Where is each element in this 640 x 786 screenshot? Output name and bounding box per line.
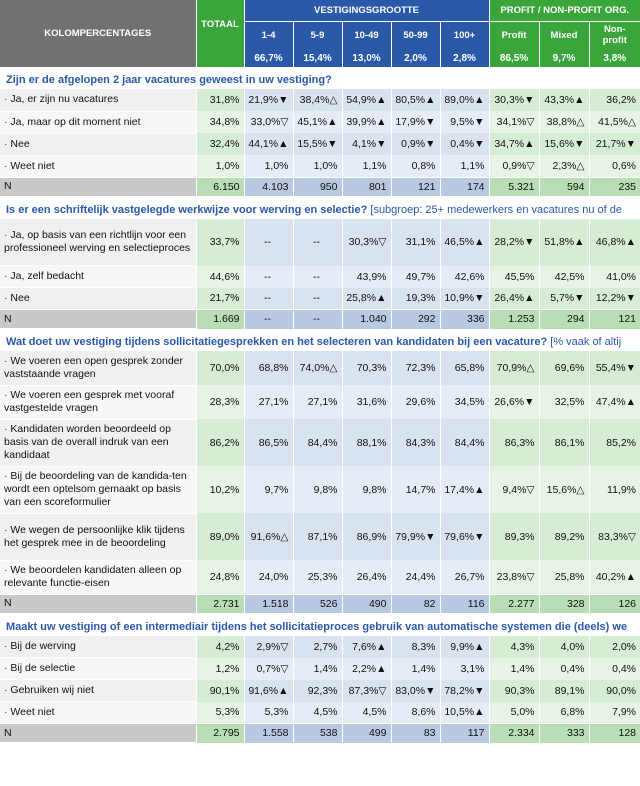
row-label <box>0 385 196 419</box>
bullet-marker: · <box>4 639 11 652</box>
row-label-text: Weet niet <box>10 706 55 718</box>
row-label-text: Bij de beoordeling van de kandida-ten wordt een optelsom gemaakt op basis van een scoreformulier <box>4 470 187 508</box>
value-cell: 6,8% <box>539 702 589 724</box>
value-cell: 24,0% <box>244 560 293 594</box>
row-label <box>0 702 196 724</box>
row-label <box>0 658 196 680</box>
row-label-text: Ja, op basis van een richtlijn voor een professioneel werving en selectieproces <box>4 228 191 254</box>
bullet-marker: · <box>4 137 11 150</box>
row-label <box>0 155 196 177</box>
value-cell: 27,1% <box>293 385 342 419</box>
table-row <box>0 111 640 133</box>
column-percentages-header: KOLOMPERCENTAGES <box>0 0 196 67</box>
sample-size-cell: 328 <box>539 594 589 613</box>
value-cell: 46,5%▲ <box>440 219 489 266</box>
sample-size-cell: 1.040 <box>342 310 391 329</box>
row-label <box>0 466 196 513</box>
question-text: Is er een schriftelijk vastgelegde werkwijze voor werving en selectie? <box>6 203 368 216</box>
value-cell: 30,3%▼ <box>489 89 539 111</box>
sample-size-cell: 594 <box>539 177 589 196</box>
value-cell: 89,0% <box>196 513 244 560</box>
value-cell: 70,9%△ <box>489 351 539 385</box>
subcolumn-share: 66,7% <box>244 49 293 67</box>
sample-size-cell: 121 <box>391 177 440 196</box>
establishment-size-header: VESTIGINGSGROOTTE <box>244 0 489 21</box>
value-cell: 86,2% <box>196 419 244 466</box>
bullet-marker: · <box>4 470 11 482</box>
row-label-text: Gebruiken wij niet <box>10 684 94 696</box>
value-cell: 9,8% <box>293 466 342 513</box>
value-cell: 0,8% <box>391 155 440 177</box>
value-cell: 0,4% <box>539 658 589 680</box>
sample-size-cell: 128 <box>589 724 640 743</box>
value-cell: 42,6% <box>440 266 489 288</box>
table-row <box>0 351 640 385</box>
sample-size-cell: 499 <box>342 724 391 743</box>
subcolumn-header: 1-4 <box>244 21 293 49</box>
value-cell: 24,8% <box>196 560 244 594</box>
value-cell: 70,3% <box>342 351 391 385</box>
row-label <box>0 513 196 560</box>
value-cell: 44,1%▲ <box>244 133 293 155</box>
value-cell: 2,3%△ <box>539 155 589 177</box>
row-label <box>0 288 196 310</box>
n-label: N <box>0 310 196 329</box>
sample-size-row <box>0 177 640 196</box>
value-cell: 4,2% <box>196 636 244 658</box>
value-cell: 9,5%▼ <box>440 111 489 133</box>
value-cell: 42,5% <box>539 266 589 288</box>
value-cell: 17,9%▼ <box>391 111 440 133</box>
value-cell: 86,9% <box>342 513 391 560</box>
value-cell: 8,6% <box>391 702 440 724</box>
value-cell: 4,3% <box>489 636 539 658</box>
value-cell: 1,4% <box>293 658 342 680</box>
value-cell: 54,9%▲ <box>342 89 391 111</box>
bullet-marker: · <box>4 523 11 536</box>
table-row <box>0 419 640 466</box>
row-label <box>0 111 196 133</box>
subcolumn-share: 15,4% <box>293 49 342 67</box>
row-label-text: Bij de werving <box>10 639 76 652</box>
value-cell: 69,6% <box>539 351 589 385</box>
value-cell: 91,6%▲ <box>244 680 293 702</box>
value-cell: 84,3% <box>391 419 440 466</box>
sample-size-row <box>0 310 640 329</box>
value-cell: 83,0%▼ <box>391 680 440 702</box>
value-cell: 85,2% <box>589 419 640 466</box>
sample-size-cell: 126 <box>589 594 640 613</box>
value-cell: 0,9%▼ <box>391 133 440 155</box>
table-row <box>0 89 640 111</box>
n-label: N <box>0 594 196 613</box>
sample-size-cell: 294 <box>539 310 589 329</box>
value-cell: 14,7% <box>391 466 440 513</box>
bullet-marker: · <box>4 662 11 674</box>
row-label-text: Ja, maar op dit moment niet <box>10 115 141 128</box>
value-cell: 1,1% <box>440 155 489 177</box>
sample-size-cell: 2.334 <box>489 724 539 743</box>
value-cell: 31,6% <box>342 385 391 419</box>
sample-size-cell: 174 <box>440 177 489 196</box>
question-heading <box>0 613 640 636</box>
n-label: N <box>0 724 196 743</box>
value-cell: -- <box>293 266 342 288</box>
question-text: Maakt uw vestiging of een intermediair tijdens het sollicitatieproces gebruik van automatische systemen die (deels) we <box>6 620 628 633</box>
value-cell: 21,9%▼ <box>244 89 293 111</box>
value-cell: 10,9%▼ <box>440 288 489 310</box>
value-cell: 15,5%▼ <box>293 133 342 155</box>
row-label-text: Nee <box>10 137 30 150</box>
subcolumn-header: 5-9 <box>293 21 342 49</box>
row-label-text: Ja, er zijn nu vacatures <box>10 93 119 106</box>
value-cell: 23,8%▽ <box>489 560 539 594</box>
value-cell: 12,2%▼ <box>589 288 640 310</box>
value-cell: 9,7% <box>244 466 293 513</box>
value-cell: 11,9% <box>589 466 640 513</box>
value-cell: 86,3% <box>489 419 539 466</box>
value-cell: 0,9%▽ <box>489 155 539 177</box>
value-cell: 32,5% <box>539 385 589 419</box>
subcolumn-share: 9,7% <box>539 49 589 67</box>
table-row <box>0 266 640 288</box>
question-text: Zijn er de afgelopen 2 jaar vacatures geweest in uw vestiging? <box>6 74 332 86</box>
value-cell: 90,3% <box>489 680 539 702</box>
value-cell: 46,8%▲ <box>589 219 640 266</box>
question-heading <box>0 329 640 352</box>
value-cell: 0,6% <box>589 155 640 177</box>
row-label <box>0 219 196 266</box>
table-row <box>0 155 640 177</box>
value-cell: 78,2%▼ <box>440 680 489 702</box>
value-cell: 87,3%▽ <box>342 680 391 702</box>
value-cell: 45,1%▲ <box>293 111 342 133</box>
value-cell: 15,6%▼ <box>539 133 589 155</box>
bullet-marker: · <box>4 354 11 367</box>
subcolumn-share: 3,8% <box>589 49 640 67</box>
value-cell: 84,4% <box>293 419 342 466</box>
value-cell: 30,3%▽ <box>342 219 391 266</box>
sample-size-cell: 1.518 <box>244 594 293 613</box>
sample-size-cell: 336 <box>440 310 489 329</box>
value-cell: 9,4%▽ <box>489 466 539 513</box>
value-cell: 10,5%▲ <box>440 702 489 724</box>
subcolumn-header: 50-99 <box>391 21 440 49</box>
value-cell: 91,6%△ <box>244 513 293 560</box>
value-cell: 31,1% <box>391 219 440 266</box>
value-cell: 86,5% <box>244 419 293 466</box>
value-cell: 26,4%▲ <box>489 288 539 310</box>
value-cell: 0,7%▽ <box>244 658 293 680</box>
value-cell: 44,6% <box>196 266 244 288</box>
table-row <box>0 219 640 266</box>
value-cell: 5,7%▼ <box>539 288 589 310</box>
bullet-marker: · <box>4 228 11 241</box>
value-cell: 4,5% <box>293 702 342 724</box>
value-cell: 9,8% <box>342 466 391 513</box>
value-cell: 89,2% <box>539 513 589 560</box>
question-heading <box>0 196 640 219</box>
value-cell: 79,9%▼ <box>391 513 440 560</box>
sample-size-cell: 2.731 <box>196 594 244 613</box>
subcolumn-header: 10-49 <box>342 21 391 49</box>
row-label-text: Nee <box>10 292 30 304</box>
sample-size-cell: 121 <box>589 310 640 329</box>
row-label <box>0 419 196 466</box>
value-cell: 1,0% <box>244 155 293 177</box>
sample-size-cell: 4.103 <box>244 177 293 196</box>
sample-size-cell: 116 <box>440 594 489 613</box>
value-cell: 45,5% <box>489 266 539 288</box>
value-cell: 28,2%▼ <box>489 219 539 266</box>
value-cell: 0,4% <box>589 658 640 680</box>
value-cell: 43,9% <box>342 266 391 288</box>
bullet-marker: · <box>4 564 11 576</box>
value-cell: 1,4% <box>489 658 539 680</box>
value-cell: 24,4% <box>391 560 440 594</box>
sample-size-cell: 1.669 <box>196 310 244 329</box>
subcolumn-share: 2,8% <box>440 49 489 67</box>
value-cell: 4,1%▼ <box>342 133 391 155</box>
value-cell: 1,0% <box>196 155 244 177</box>
value-cell: 72,3% <box>391 351 440 385</box>
value-cell: 17,4%▲ <box>440 466 489 513</box>
value-cell: 25,8% <box>539 560 589 594</box>
sample-size-cell: 117 <box>440 724 489 743</box>
sample-size-cell: 801 <box>342 177 391 196</box>
value-cell: 89,3% <box>489 513 539 560</box>
row-label <box>0 89 196 111</box>
value-cell: 1,0% <box>293 155 342 177</box>
value-cell: 28,3% <box>196 385 244 419</box>
subcolumn-header: 100+ <box>440 21 489 49</box>
bullet-marker: · <box>4 423 11 435</box>
value-cell: -- <box>244 219 293 266</box>
sample-size-cell: 333 <box>539 724 589 743</box>
value-cell: 33,0%▽ <box>244 111 293 133</box>
row-label-text: Weet niet <box>10 159 55 172</box>
value-cell: 90,1% <box>196 680 244 702</box>
table-row <box>0 288 640 310</box>
value-cell: 26,6%▼ <box>489 385 539 419</box>
row-label-text: Bij de selectie <box>10 662 76 674</box>
question-text: Wat doet uw vestiging tijdens sollicitatiegesprekken en het selecteren van kandidaten bij een vacature? <box>6 336 548 348</box>
table-row <box>0 658 640 680</box>
sample-size-cell: 82 <box>391 594 440 613</box>
value-cell: 3,1% <box>440 658 489 680</box>
table-row <box>0 466 640 513</box>
value-cell: 27,1% <box>244 385 293 419</box>
n-label: N <box>0 177 196 196</box>
subcolumn-share: 2,0% <box>391 49 440 67</box>
subcolumn-header: Mixed <box>539 21 589 49</box>
subcolumn-header: Non-profit <box>589 21 640 49</box>
sample-size-cell: 2.277 <box>489 594 539 613</box>
row-label <box>0 133 196 155</box>
value-cell: 31,8% <box>196 89 244 111</box>
sample-size-cell: -- <box>293 310 342 329</box>
value-cell: 7,9% <box>589 702 640 724</box>
value-cell: 19,3% <box>391 288 440 310</box>
sample-size-cell: 5.321 <box>489 177 539 196</box>
value-cell: 87,1% <box>293 513 342 560</box>
profit-nonprofit-header: PROFIT / NON-PROFIT ORG. <box>489 0 640 21</box>
value-cell: 1,1% <box>342 155 391 177</box>
row-label-text: We beoordelen kandidaten alleen op relevante functie-eisen <box>4 564 182 589</box>
row-label <box>0 266 196 288</box>
bullet-marker: · <box>4 159 11 172</box>
value-cell: 80,5%▲ <box>391 89 440 111</box>
value-cell: 34,8% <box>196 111 244 133</box>
total-share <box>196 49 244 67</box>
value-cell: 39,9%▲ <box>342 111 391 133</box>
value-cell: 34,5% <box>440 385 489 419</box>
row-label-text: We voeren een gesprek met vooraf vastgestelde vragen <box>4 389 175 414</box>
value-cell: 0,4%▼ <box>440 133 489 155</box>
value-cell: 1,2% <box>196 658 244 680</box>
value-cell: 70,0% <box>196 351 244 385</box>
subcolumn-share: 86,5% <box>489 49 539 67</box>
value-cell: 25,8%▲ <box>342 288 391 310</box>
row-label-text: We voeren een open gesprek zonder vaststaande vragen <box>4 354 184 380</box>
value-cell: 92,3% <box>293 680 342 702</box>
value-cell: 79,6%▼ <box>440 513 489 560</box>
value-cell: 25,3% <box>293 560 342 594</box>
value-cell: 55,4%▼ <box>589 351 640 385</box>
value-cell: 5,0% <box>489 702 539 724</box>
value-cell: 26,7% <box>440 560 489 594</box>
row-label <box>0 680 196 702</box>
sample-size-cell: 6.150 <box>196 177 244 196</box>
sample-size-cell: 235 <box>589 177 640 196</box>
value-cell: 43,3%▲ <box>539 89 589 111</box>
total-header: TOTAAL <box>196 0 244 49</box>
row-label <box>0 636 196 658</box>
sample-size-cell: 490 <box>342 594 391 613</box>
value-cell: 74,0%△ <box>293 351 342 385</box>
row-label <box>0 351 196 385</box>
bullet-marker: · <box>4 292 11 304</box>
value-cell: -- <box>244 266 293 288</box>
question-subgroup-note: [% vaak of altij <box>547 336 622 348</box>
value-cell: 47,4%▲ <box>589 385 640 419</box>
value-cell: 32,4% <box>196 133 244 155</box>
sample-size-cell: 83 <box>391 724 440 743</box>
value-cell: 5,3% <box>244 702 293 724</box>
sample-size-cell: 526 <box>293 594 342 613</box>
value-cell: -- <box>293 219 342 266</box>
sample-size-row <box>0 724 640 743</box>
value-cell: 7,6%▲ <box>342 636 391 658</box>
value-cell: 1,4% <box>391 658 440 680</box>
sample-size-cell: 950 <box>293 177 342 196</box>
question-subgroup-note: [subgroep: 25+ medewerkers en vacatures nu of de <box>367 203 623 216</box>
row-label-text: We wegen de persoonlijke klik tijdens het gesprek mee in de beoordeling <box>4 523 185 549</box>
value-cell: 88,1% <box>342 419 391 466</box>
sample-size-cell: 2.795 <box>196 724 244 743</box>
value-cell: 33,7% <box>196 219 244 266</box>
subcolumn-header: Profit <box>489 21 539 49</box>
value-cell: 5,3% <box>196 702 244 724</box>
value-cell: 4,0% <box>539 636 589 658</box>
bullet-marker: · <box>4 270 11 282</box>
value-cell: 26,4% <box>342 560 391 594</box>
value-cell: 21,7% <box>196 288 244 310</box>
table-row <box>0 702 640 724</box>
value-cell: 38,4%△ <box>293 89 342 111</box>
value-cell: 2,9%▽ <box>244 636 293 658</box>
value-cell: 38,8%△ <box>539 111 589 133</box>
value-cell: 65,8% <box>440 351 489 385</box>
value-cell: 68,8% <box>244 351 293 385</box>
sample-size-cell: 292 <box>391 310 440 329</box>
table-row <box>0 385 640 419</box>
value-cell: 41,0% <box>589 266 640 288</box>
value-cell: 40,2%▲ <box>589 560 640 594</box>
value-cell: 8,3% <box>391 636 440 658</box>
value-cell: 36,2% <box>589 89 640 111</box>
table-row <box>0 636 640 658</box>
value-cell: 2,7% <box>293 636 342 658</box>
value-cell: 29,6% <box>391 385 440 419</box>
bullet-marker: · <box>4 115 11 128</box>
value-cell: 51,8%▲ <box>539 219 589 266</box>
value-cell: 15,6%△ <box>539 466 589 513</box>
value-cell: 41,5%△ <box>589 111 640 133</box>
bullet-marker: · <box>4 684 11 696</box>
value-cell: 89,0%▲ <box>440 89 489 111</box>
value-cell: 21,7%▼ <box>589 133 640 155</box>
subcolumn-share: 13,0% <box>342 49 391 67</box>
value-cell: 2,2%▲ <box>342 658 391 680</box>
table-row <box>0 680 640 702</box>
row-label-text: Ja, zelf bedacht <box>10 270 84 282</box>
value-cell: 84,4% <box>440 419 489 466</box>
value-cell: 2,0% <box>589 636 640 658</box>
value-cell: 34,1%▽ <box>489 111 539 133</box>
value-cell: 10,2% <box>196 466 244 513</box>
bullet-marker: · <box>4 389 11 401</box>
sample-size-cell: -- <box>244 310 293 329</box>
value-cell: 4,5% <box>342 702 391 724</box>
value-cell: 83,3%▽ <box>589 513 640 560</box>
sample-size-row <box>0 594 640 613</box>
row-label <box>0 560 196 594</box>
row-label-text: Kandidaten worden beoordeeld op basis van de overall indruk van een kandidaat <box>4 423 171 461</box>
value-cell: -- <box>293 288 342 310</box>
value-cell: 9,9%▲ <box>440 636 489 658</box>
table-row <box>0 513 640 560</box>
sample-size-cell: 1.558 <box>244 724 293 743</box>
value-cell: 89,1% <box>539 680 589 702</box>
bullet-marker: · <box>4 706 11 718</box>
bullet-marker: · <box>4 93 11 106</box>
table-row <box>0 560 640 594</box>
question-heading <box>0 67 640 89</box>
value-cell: 34,7%▲ <box>489 133 539 155</box>
table-row <box>0 133 640 155</box>
value-cell: 90,0% <box>589 680 640 702</box>
value-cell: 49,7% <box>391 266 440 288</box>
sample-size-cell: 1.253 <box>489 310 539 329</box>
sample-size-cell: 538 <box>293 724 342 743</box>
value-cell: 86,1% <box>539 419 589 466</box>
value-cell: -- <box>244 288 293 310</box>
